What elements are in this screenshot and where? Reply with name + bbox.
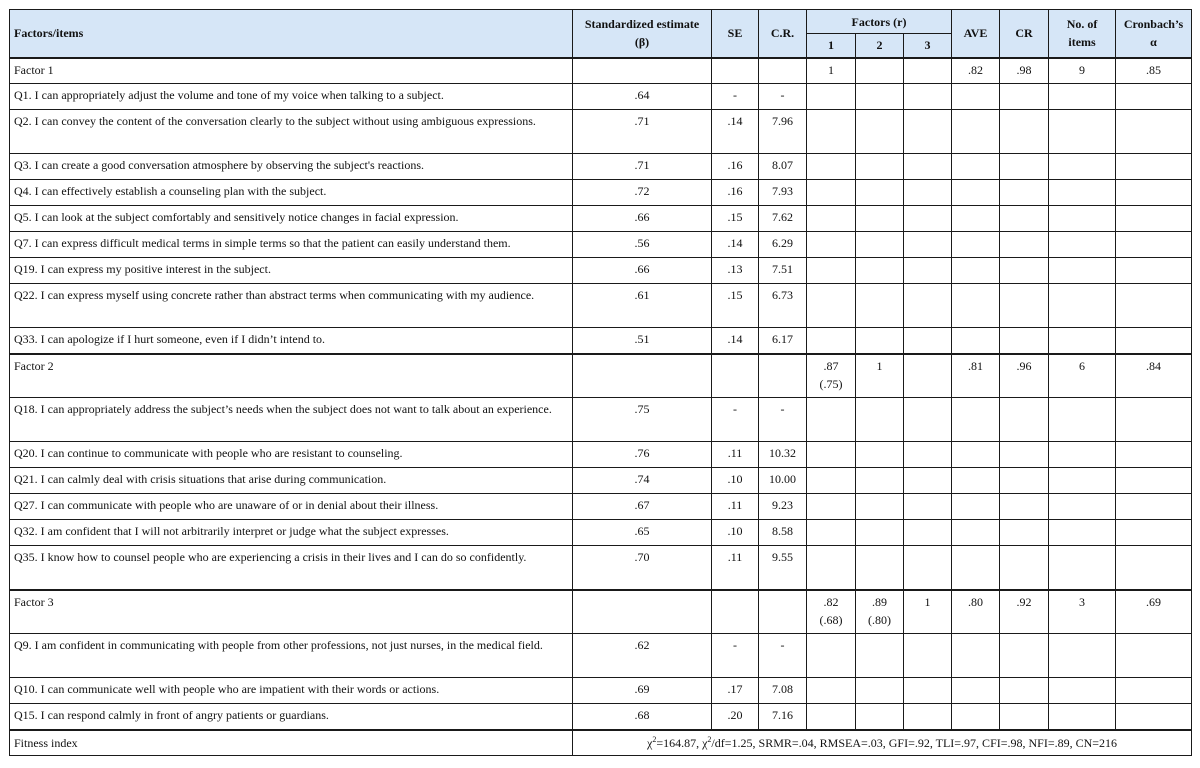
item-label: Q22. I can express myself using concrete rather than abstract terms when communicating with my audience. [10, 284, 573, 328]
empty-cell [1049, 328, 1116, 354]
empty-cell [807, 232, 856, 258]
item-row [10, 258, 1192, 284]
cr-ratio-cell: 7.62 [759, 206, 807, 232]
factor-label: Factor 3 [10, 590, 573, 634]
item-label: Q4. I can effectively establish a counseling plan with the subject. [10, 180, 573, 206]
factor-f1-cell [807, 58, 856, 84]
empty-cell [1000, 520, 1049, 546]
empty-cell [952, 84, 1000, 110]
item-label: Q18. I can appropriately address the subject’s needs when the subject does not want to talk about an experience. [10, 398, 573, 442]
empty-cell [807, 180, 856, 206]
se-cell: .15 [712, 206, 759, 232]
se-cell: .11 [712, 494, 759, 520]
beta-cell: .62 [573, 634, 712, 678]
empty-cell [1000, 546, 1049, 590]
empty-cell [952, 546, 1000, 590]
factor-f2-cell [856, 58, 904, 84]
table-body [10, 58, 1192, 730]
empty-cell [807, 284, 856, 328]
factor-row [10, 58, 1192, 84]
cr-cell: .96 [1000, 354, 1049, 398]
empty-cell [1116, 546, 1192, 590]
empty-cell [856, 328, 904, 354]
empty-cell [1049, 84, 1116, 110]
cr-ratio-cell: 7.51 [759, 258, 807, 284]
empty-cell [1000, 494, 1049, 520]
empty-cell [1000, 258, 1049, 284]
empty-cell [1000, 84, 1049, 110]
empty-cell [952, 284, 1000, 328]
empty-cell [952, 494, 1000, 520]
se-cell [712, 58, 759, 84]
beta-cell [573, 58, 712, 84]
empty-cell [1049, 678, 1116, 704]
ave-cell: .80 [952, 590, 1000, 634]
cr-ratio-cell: 9.23 [759, 494, 807, 520]
empty-cell [1116, 468, 1192, 494]
empty-cell [952, 110, 1000, 154]
fitness-index-values [573, 730, 1192, 756]
cr-ratio-cell: 7.08 [759, 678, 807, 704]
empty-cell [856, 520, 904, 546]
item-row [10, 442, 1192, 468]
empty-cell [1000, 442, 1049, 468]
cr-ratio-cell: 7.93 [759, 180, 807, 206]
se-cell: .20 [712, 704, 759, 730]
empty-cell [904, 284, 952, 328]
se-cell [712, 354, 759, 398]
item-row [10, 110, 1192, 154]
empty-cell [1000, 110, 1049, 154]
empty-cell [807, 634, 856, 678]
empty-cell [952, 232, 1000, 258]
empty-cell [807, 328, 856, 354]
empty-cell [807, 494, 856, 520]
cr-ratio-cell: - [759, 398, 807, 442]
factor-f3-cell [904, 354, 952, 398]
item-row [10, 678, 1192, 704]
empty-cell [952, 398, 1000, 442]
empty-cell [807, 398, 856, 442]
no-items-cell: 3 [1049, 590, 1116, 634]
item-row [10, 520, 1192, 546]
empty-cell [904, 154, 952, 180]
cr-ratio-cell [759, 58, 807, 84]
se-cell: .17 [712, 678, 759, 704]
header-ave: AVE [952, 10, 1000, 58]
se-cell: .10 [712, 468, 759, 494]
empty-cell [1049, 258, 1116, 284]
empty-cell [1000, 634, 1049, 678]
cr-ratio-cell: - [759, 84, 807, 110]
cfa-results-table [9, 9, 1192, 756]
empty-cell [807, 678, 856, 704]
empty-cell [1116, 520, 1192, 546]
factor-r-squared: (.75) [819, 376, 843, 391]
empty-cell [856, 494, 904, 520]
cr-ratio-cell: 6.17 [759, 328, 807, 354]
empty-cell [904, 704, 952, 730]
empty-cell [1049, 520, 1116, 546]
chi-symbol: χ [646, 735, 653, 750]
item-row [10, 398, 1192, 442]
empty-cell [1049, 442, 1116, 468]
empty-cell [1049, 206, 1116, 232]
item-label: Q15. I can respond calmly in front of angry patients or guardians. [10, 704, 573, 730]
factor-row [10, 590, 1192, 634]
no-items-cell: 6 [1049, 354, 1116, 398]
beta-cell: .66 [573, 258, 712, 284]
se-cell: - [712, 84, 759, 110]
empty-cell [1000, 398, 1049, 442]
empty-cell [904, 328, 952, 354]
factor-f3-cell [904, 58, 952, 84]
se-cell: .16 [712, 180, 759, 206]
beta-cell: .66 [573, 206, 712, 232]
factor-r-value: .87 [823, 358, 839, 373]
item-row [10, 206, 1192, 232]
beta-cell: .75 [573, 398, 712, 442]
se-cell [712, 590, 759, 634]
factor-f3-cell [904, 590, 952, 634]
beta-cell: .69 [573, 678, 712, 704]
empty-cell [856, 468, 904, 494]
alpha-cell: .84 [1116, 354, 1192, 398]
item-row [10, 154, 1192, 180]
empty-cell [807, 110, 856, 154]
item-row [10, 84, 1192, 110]
empty-cell [807, 468, 856, 494]
item-row [10, 494, 1192, 520]
empty-cell [904, 468, 952, 494]
item-label: Q1. I can appropriately adjust the volume and tone of my voice when talking to a subject. [10, 84, 573, 110]
cr-ratio-cell: 8.58 [759, 520, 807, 546]
fitness-body [10, 730, 1192, 756]
empty-cell [1116, 634, 1192, 678]
chidf-symbol: χ [702, 735, 708, 750]
se-cell: .11 [712, 442, 759, 468]
item-label: Q33. I can apologize if I hurt someone, even if I didn’t intend to. [10, 328, 573, 354]
cr-ratio-cell [759, 590, 807, 634]
item-label: Q35. I know how to counsel people who are experiencing a crisis in their lives and I can do so confidently. [10, 546, 573, 590]
empty-cell [904, 678, 952, 704]
empty-cell [1000, 468, 1049, 494]
empty-cell [904, 110, 952, 154]
empty-cell [856, 704, 904, 730]
factor-f2-cell [856, 590, 904, 634]
no-items-cell: 9 [1049, 58, 1116, 84]
item-label: Q2. I can convey the content of the conversation clearly to the subject without using ambiguous expressions. [10, 110, 573, 154]
empty-cell [1049, 154, 1116, 180]
cr-ratio-cell: - [759, 634, 807, 678]
empty-cell [952, 678, 1000, 704]
header-se: SE [712, 10, 759, 58]
empty-cell [856, 442, 904, 468]
beta-cell: .68 [573, 704, 712, 730]
cr-ratio-cell: 6.29 [759, 232, 807, 258]
header-factor-1: 1 [807, 34, 856, 58]
empty-cell [856, 634, 904, 678]
header-factor-2: 2 [856, 34, 904, 58]
header-cr-ratio: C.R. [759, 10, 807, 58]
empty-cell [1116, 328, 1192, 354]
beta-cell: .56 [573, 232, 712, 258]
item-row [10, 468, 1192, 494]
item-row [10, 232, 1192, 258]
empty-cell [1049, 494, 1116, 520]
beta-cell: .71 [573, 154, 712, 180]
header-no-of-items: No. of items [1049, 10, 1116, 58]
empty-cell [1116, 206, 1192, 232]
cr-ratio-cell: 7.16 [759, 704, 807, 730]
empty-cell [904, 494, 952, 520]
empty-cell [807, 520, 856, 546]
factor-r-value: 1 [828, 62, 834, 77]
item-label: Q10. I can communicate well with people who are impatient with their words or actions. [10, 678, 573, 704]
cr-ratio-cell: 7.96 [759, 110, 807, 154]
empty-cell [1116, 704, 1192, 730]
empty-cell [856, 206, 904, 232]
beta-cell: .74 [573, 468, 712, 494]
empty-cell [807, 258, 856, 284]
empty-cell [1049, 180, 1116, 206]
empty-cell [1000, 678, 1049, 704]
ave-cell: .81 [952, 354, 1000, 398]
item-row [10, 284, 1192, 328]
empty-cell [807, 206, 856, 232]
empty-cell [1000, 154, 1049, 180]
empty-cell [1000, 232, 1049, 258]
item-label: Q7. I can express difficult medical terms in simple terms so that the patient can easily understand them. [10, 232, 573, 258]
table-header [10, 10, 1192, 58]
empty-cell [856, 84, 904, 110]
empty-cell [1000, 180, 1049, 206]
factor-r-value: .89 [872, 594, 887, 609]
empty-cell [1000, 284, 1049, 328]
empty-cell [807, 546, 856, 590]
header-factor-3: 3 [904, 34, 952, 58]
empty-cell [1116, 284, 1192, 328]
empty-cell [1049, 110, 1116, 154]
empty-cell [1116, 180, 1192, 206]
se-cell: .10 [712, 520, 759, 546]
se-cell: .15 [712, 284, 759, 328]
item-label: Q27. I can communicate with people who are unaware of or in denial about their illness. [10, 494, 573, 520]
empty-cell [856, 284, 904, 328]
empty-cell [1116, 398, 1192, 442]
empty-cell [952, 520, 1000, 546]
factor-r-value: 1 [876, 358, 883, 373]
se-cell: .14 [712, 110, 759, 154]
fitness-index-row [10, 730, 1192, 756]
empty-cell [807, 84, 856, 110]
item-row [10, 180, 1192, 206]
se-cell: .11 [712, 546, 759, 590]
empty-cell [856, 180, 904, 206]
empty-cell [856, 232, 904, 258]
empty-cell [904, 546, 952, 590]
empty-cell [952, 206, 1000, 232]
factor-f1-cell [807, 354, 856, 398]
cr-cell: .92 [1000, 590, 1049, 634]
fitness-rest: /df=1.25, SRMR=.04, RMSEA=.03, GFI=.92, TLI=.97, CFI=.98, NFI=.89, CN=216 [711, 735, 1118, 750]
factor-row [10, 354, 1192, 398]
chi-superscript: 2 [652, 734, 657, 744]
cr-ratio-cell: 9.55 [759, 546, 807, 590]
empty-cell [807, 704, 856, 730]
empty-cell [952, 704, 1000, 730]
beta-cell [573, 354, 712, 398]
empty-cell [1116, 442, 1192, 468]
cr-ratio-cell: 8.07 [759, 154, 807, 180]
item-label: Q5. I can look at the subject comfortably and sensitively notice changes in facial expression. [10, 206, 573, 232]
beta-cell: .76 [573, 442, 712, 468]
beta-cell: .64 [573, 84, 712, 110]
chidf-superscript: 2 [707, 734, 712, 744]
se-cell: - [712, 398, 759, 442]
empty-cell [1049, 704, 1116, 730]
header-cronbach-alpha: Cronbach’s α [1116, 10, 1192, 58]
empty-cell [1049, 284, 1116, 328]
factor-r-squared: (.80) [868, 612, 891, 627]
empty-cell [856, 398, 904, 442]
item-row [10, 634, 1192, 678]
factor-r-value: 1 [924, 594, 931, 609]
empty-cell [1116, 110, 1192, 154]
beta-cell: .65 [573, 520, 712, 546]
empty-cell [904, 84, 952, 110]
empty-cell [807, 154, 856, 180]
item-label: Q19. I can express my positive interest in the subject. [10, 258, 573, 284]
cfa-table-container [9, 9, 1191, 756]
empty-cell [904, 206, 952, 232]
beta-cell [573, 590, 712, 634]
cr-ratio-cell: 6.73 [759, 284, 807, 328]
empty-cell [904, 398, 952, 442]
empty-cell [1000, 206, 1049, 232]
header-standardized-estimate: Standardized estimate (β) [573, 10, 712, 58]
item-label: Q3. I can create a good conversation atmosphere by observing the subject's reactions. [10, 154, 573, 180]
empty-cell [952, 180, 1000, 206]
se-cell: .14 [712, 328, 759, 354]
factor-label: Factor 2 [10, 354, 573, 398]
empty-cell [1000, 704, 1049, 730]
empty-cell [904, 180, 952, 206]
empty-cell [1116, 232, 1192, 258]
empty-cell [904, 232, 952, 258]
factor-label: Factor 1 [10, 58, 573, 84]
cr-ratio-cell [759, 354, 807, 398]
alpha-cell: .69 [1116, 590, 1192, 634]
beta-cell: .71 [573, 110, 712, 154]
empty-cell [904, 442, 952, 468]
se-cell: .14 [712, 232, 759, 258]
empty-cell [856, 110, 904, 154]
empty-cell [1116, 494, 1192, 520]
beta-cell: .51 [573, 328, 712, 354]
beta-cell: .67 [573, 494, 712, 520]
header-factors-items: Factors/items [10, 10, 573, 58]
beta-cell: .72 [573, 180, 712, 206]
empty-cell [904, 258, 952, 284]
item-row [10, 704, 1192, 730]
empty-cell [1049, 634, 1116, 678]
empty-cell [1049, 232, 1116, 258]
item-label: Q9. I am confident in communicating with people from other professions, not just nurses, in the medical field. [10, 634, 573, 678]
empty-cell [1116, 154, 1192, 180]
se-cell: - [712, 634, 759, 678]
beta-cell: .70 [573, 546, 712, 590]
empty-cell [904, 520, 952, 546]
se-cell: .13 [712, 258, 759, 284]
empty-cell [1049, 468, 1116, 494]
factor-r-value: .82 [823, 594, 839, 609]
empty-cell [1116, 84, 1192, 110]
cr-ratio-cell: 10.00 [759, 468, 807, 494]
empty-cell [952, 442, 1000, 468]
header-cr: CR [1000, 10, 1049, 58]
fitness-index-label: Fitness index [10, 730, 573, 756]
header-factors-r: Factors (r) [807, 10, 952, 34]
factor-f2-cell [856, 354, 904, 398]
empty-cell [856, 678, 904, 704]
empty-cell [856, 154, 904, 180]
empty-cell [904, 634, 952, 678]
empty-cell [952, 468, 1000, 494]
empty-cell [1116, 678, 1192, 704]
cr-cell: .98 [1000, 58, 1049, 84]
item-label: Q20. I can continue to communicate with people who are resistant to counseling. [10, 442, 573, 468]
empty-cell [1000, 328, 1049, 354]
chi-value: =164.87, [656, 735, 703, 750]
empty-cell [952, 328, 1000, 354]
alpha-cell: .85 [1116, 58, 1192, 84]
item-row [10, 328, 1192, 354]
item-label: Q21. I can calmly deal with crisis situations that arise during communication. [10, 468, 573, 494]
empty-cell [952, 154, 1000, 180]
cr-ratio-cell: 10.32 [759, 442, 807, 468]
item-label: Q32. I am confident that I will not arbitrarily interpret or judge what the subject expresses. [10, 520, 573, 546]
factor-r-squared: (.68) [819, 612, 843, 627]
se-cell: .16 [712, 154, 759, 180]
empty-cell [1049, 398, 1116, 442]
empty-cell [1116, 258, 1192, 284]
ave-cell: .82 [952, 58, 1000, 84]
empty-cell [856, 258, 904, 284]
empty-cell [952, 634, 1000, 678]
empty-cell [856, 546, 904, 590]
beta-cell: .61 [573, 284, 712, 328]
factor-f1-cell [807, 590, 856, 634]
empty-cell [952, 258, 1000, 284]
item-row [10, 546, 1192, 590]
empty-cell [1049, 546, 1116, 590]
empty-cell [807, 442, 856, 468]
